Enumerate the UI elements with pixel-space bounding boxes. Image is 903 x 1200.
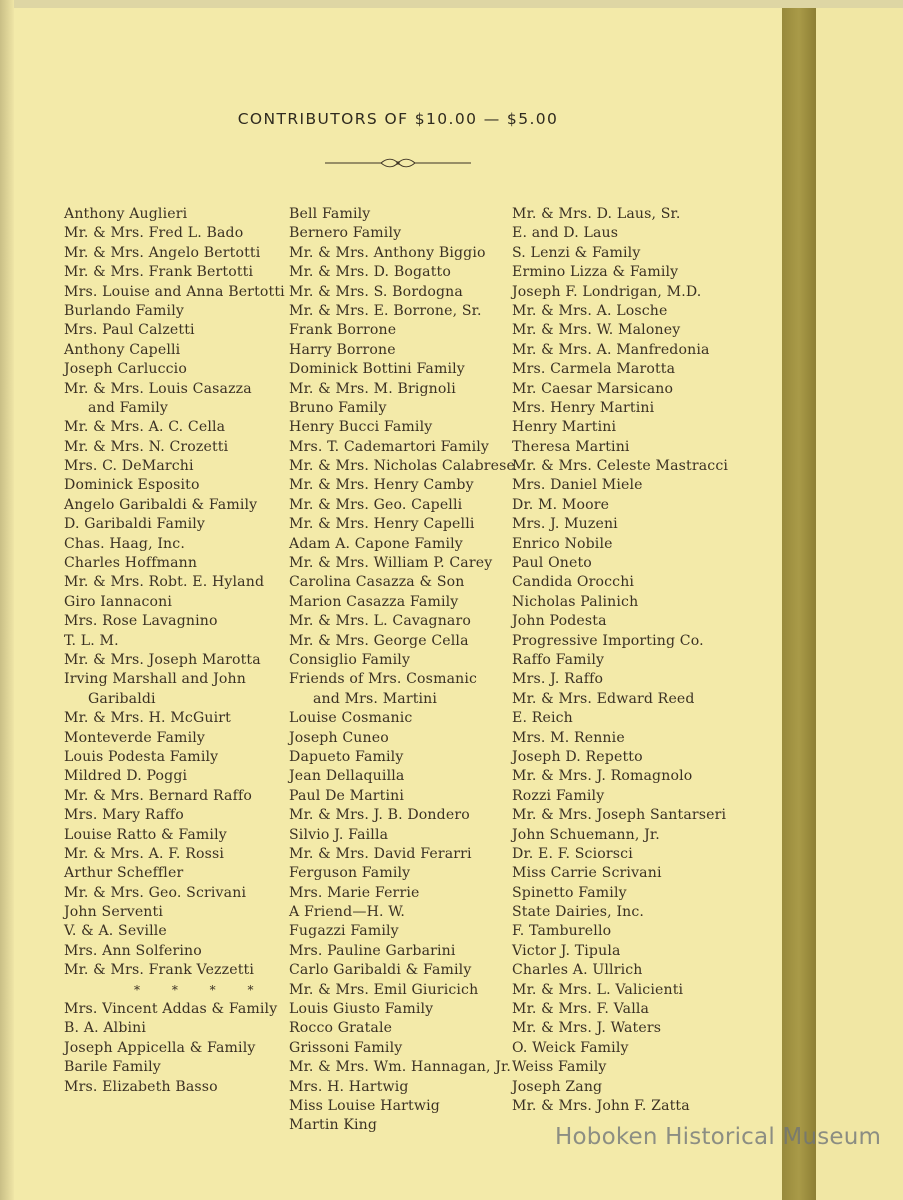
contributor-entry: John Serventi bbox=[64, 904, 164, 921]
contributor-entry: Friends of Mrs. Cosmanic bbox=[289, 671, 478, 688]
contributor-entry: Louis Giusto Family bbox=[289, 1001, 434, 1018]
contributor-entry: Mr. & Mrs. A. F. Rossi bbox=[64, 845, 225, 862]
contributor-entry: Victor J. Tipula bbox=[512, 942, 621, 959]
contributor-entry: John Podesta bbox=[512, 613, 607, 630]
contributor-entry: Monteverde Family bbox=[64, 729, 205, 746]
contributor-entry: Mr. & Mrs. D. Laus, Sr. bbox=[512, 206, 681, 222]
contributor-entry: Mrs. J. Raffo bbox=[512, 671, 604, 688]
contributor-entry: Mrs. C. DeMarchi bbox=[64, 458, 194, 475]
contributor-entry: Ferguson Family bbox=[289, 865, 411, 882]
contributor-entry: Dominick Bottini Family bbox=[289, 361, 465, 378]
contributor-entry: Mr. & Mrs. George Cella bbox=[289, 632, 469, 649]
contributor-entry: Mrs. H. Hartwig bbox=[289, 1078, 409, 1095]
contributor-entry: Mr. & Mrs. Robt. E. Hyland bbox=[64, 574, 265, 591]
right-margin bbox=[816, 8, 903, 1200]
contributor-entry: Barile Family bbox=[64, 1059, 161, 1076]
contributor-entry: Harry Borrone bbox=[289, 341, 396, 358]
contributor-entry: Mr. & Mrs. L. Cavagnaro bbox=[289, 613, 472, 630]
contributor-entry: Joseph F. Londrigan, M.D. bbox=[512, 283, 702, 300]
contributor-entry: Bernero Family bbox=[289, 225, 402, 242]
contributor-entry: Frank Borrone bbox=[289, 322, 397, 339]
contributor-entry: Mr. & Mrs. W. Maloney bbox=[512, 322, 681, 339]
contributor-entry: Louise Cosmanic bbox=[289, 710, 413, 727]
contributor-entry: John Schuemann, Jr. bbox=[512, 826, 660, 843]
contributor-entry: Bell Family bbox=[289, 206, 371, 222]
contributor-entry: Mrs. Vincent Addas & Family bbox=[64, 1001, 278, 1018]
contributor-entry: O. Weick Family bbox=[512, 1039, 629, 1056]
gold-binding-band bbox=[782, 8, 816, 1200]
contributor-entry: Mrs. Daniel Miele bbox=[512, 477, 643, 494]
contributor-entry: Mr. & Mrs. A. C. Cella bbox=[64, 419, 226, 436]
contributor-entry: Joseph Zang bbox=[512, 1078, 603, 1095]
contributor-entry: Mr. & Mrs. H. McGuirt bbox=[64, 710, 231, 727]
contributor-entry: Mrs. Carmela Marotta bbox=[512, 361, 676, 378]
contributor-entry: Mr. & Mrs. Fred L. Bado bbox=[64, 225, 244, 242]
contributor-entry: Giro Iannaconi bbox=[64, 593, 173, 610]
contributor-entry: Ermino Lizza & Family bbox=[512, 264, 679, 281]
contributor-entry: Mr. & Mrs. Nicholas Calabrese bbox=[289, 458, 516, 475]
contributor-entry: E. Reich bbox=[512, 710, 573, 727]
contributor-entry: Joseph Appicella & Family bbox=[64, 1039, 256, 1056]
contributor-entry: Mrs. Ann Solferino bbox=[64, 942, 202, 959]
contributor-entry: Mr. & Mrs. D. Bogatto bbox=[289, 264, 451, 281]
contributor-entry: Mr. & Mrs. Edward Reed bbox=[512, 690, 695, 707]
contributor-entry: Charles Hoffmann bbox=[64, 555, 198, 572]
contributor-entry: Miss Carrie Scrivani bbox=[512, 865, 662, 882]
contributor-entry: Mr. & Mrs. Wm. Hannagan, Jr. bbox=[289, 1059, 512, 1076]
contributor-entry: Mr. & Mrs. Geo. Capelli bbox=[289, 496, 463, 513]
contributor-entry: Dr. M. Moore bbox=[512, 496, 610, 513]
contributor-entry: Progressive Importing Co. bbox=[512, 632, 704, 649]
contributor-entry: Anthony Capelli bbox=[64, 341, 181, 358]
contributor-entry: Marion Casazza Family bbox=[289, 593, 459, 610]
contributor-entry: Raffo Family bbox=[512, 651, 605, 668]
contributor-entry: S. Lenzi & Family bbox=[512, 244, 641, 261]
contributor-entry: Mr. & Mrs. Joseph Santarseri bbox=[512, 807, 727, 824]
contributor-entry: Mrs. Marie Ferrie bbox=[289, 884, 420, 901]
contributor-entry: Mr. & Mrs. Geo. Scrivani bbox=[64, 884, 247, 901]
contributor-entry: Mr. & Mrs. J. B. Dondero bbox=[289, 807, 470, 824]
contributor-entry: Mrs. Rose Lavagnino bbox=[64, 613, 218, 630]
contributor-entry: Angelo Garibaldi & Family bbox=[64, 496, 258, 513]
page-top-edge bbox=[0, 0, 903, 8]
contributor-entry: Mr. & Mrs. L. Valicienti bbox=[512, 981, 684, 998]
contributor-entry: Candida Orocchi bbox=[512, 574, 635, 591]
contributor-entry: Garibaldi bbox=[88, 690, 156, 707]
contributor-entry: Mr. & Mrs. F. Valla bbox=[512, 1001, 650, 1018]
contributor-entry: Louise Ratto & Family bbox=[64, 826, 227, 843]
contributor-entry: Arthur Scheffler bbox=[64, 865, 184, 882]
contributor-entry: Mr. & Mrs. Bernard Raffo bbox=[64, 787, 252, 804]
section-separator: * * * * bbox=[134, 982, 268, 997]
contributor-entry: Mr. & Mrs. John F. Zatta bbox=[512, 1097, 690, 1114]
contributor-entry: Enrico Nobile bbox=[512, 535, 613, 552]
contributor-entry: Consiglio Family bbox=[289, 651, 411, 668]
contributor-entry: Mr. & Mrs. N. Crozetti bbox=[64, 438, 229, 455]
contributor-entry: Mrs. Henry Martini bbox=[512, 399, 655, 416]
contributor-entry: Mr. & Mrs. Angelo Bertotti bbox=[64, 244, 261, 261]
contributor-entry: B. A. Albini bbox=[64, 1020, 147, 1037]
contributor-entry: Mr. & Mrs. Louis Casazza bbox=[64, 380, 252, 397]
contributor-entry: Martin King bbox=[289, 1117, 378, 1134]
contributor-entry: Mrs. Pauline Garbarini bbox=[289, 942, 456, 959]
contributor-entry: A Friend—H. W. bbox=[289, 904, 406, 921]
contributor-entry: Grissoni Family bbox=[289, 1039, 403, 1056]
contributor-entry: Mrs. J. Muzeni bbox=[512, 516, 618, 533]
contributor-entry: T. L. M. bbox=[64, 632, 119, 649]
contributor-entry: Joseph D. Repetto bbox=[512, 748, 643, 765]
contributor-entry: Mildred D. Poggi bbox=[64, 768, 188, 785]
contributor-entry: Mr. & Mrs. Emil Giuricich bbox=[289, 981, 479, 998]
contributor-entry: Adam A. Capone Family bbox=[289, 535, 463, 552]
contributor-entry: and Family bbox=[88, 399, 169, 416]
contributor-entry: Rozzi Family bbox=[512, 787, 605, 804]
contributor-entry: Mr. & Mrs. S. Bordogna bbox=[289, 283, 463, 300]
contributor-entry: Dapueto Family bbox=[289, 748, 404, 765]
contributor-entry: Dr. E. F. Sciorsci bbox=[512, 845, 633, 862]
contributor-entry: Bruno Family bbox=[289, 399, 387, 416]
contributor-entry: Mrs. Elizabeth Basso bbox=[64, 1078, 218, 1095]
ornament-divider-icon bbox=[325, 156, 471, 170]
contributor-entry: Mrs. Paul Calzetti bbox=[64, 322, 195, 339]
page-heading: CONTRIBUTORS OF $10.00 — $5.00 bbox=[237, 110, 559, 128]
contributor-entry: Henry Martini bbox=[512, 419, 617, 436]
contributor-entry: Mr. & Mrs. David Ferarri bbox=[289, 845, 472, 862]
contributor-entry: Mrs. M. Rennie bbox=[512, 729, 625, 746]
contributor-entry: Fugazzi Family bbox=[289, 923, 399, 940]
contributors-column-3 bbox=[512, 205, 728, 1116]
museum-watermark: Hoboken Historical Museum bbox=[555, 1124, 882, 1150]
contributor-entry: E. and D. Laus bbox=[512, 225, 619, 242]
contributor-entry: Mr. & Mrs. Henry Capelli bbox=[289, 516, 475, 533]
contributor-entry: Rocco Gratale bbox=[289, 1020, 393, 1037]
contributor-entry: Carolina Casazza & Son bbox=[289, 574, 465, 591]
contributor-entry: Nicholas Palinich bbox=[512, 593, 639, 610]
contributor-entry: Weiss Family bbox=[512, 1059, 607, 1076]
contributor-entry: Mr. & Mrs. Henry Camby bbox=[289, 477, 474, 494]
contributor-entry: Joseph Carluccio bbox=[64, 361, 187, 378]
contributor-entry: Mr. & Mrs. Anthony Biggio bbox=[289, 244, 486, 261]
contributor-entry: Mr. & Mrs. A. Losche bbox=[512, 302, 668, 319]
contributor-entry: Chas. Haag, Inc. bbox=[64, 535, 185, 552]
contributors-column-1 bbox=[64, 205, 285, 1097]
contributor-entry: Charles A. Ullrich bbox=[512, 962, 643, 979]
contributor-entry: Louis Podesta Family bbox=[64, 748, 219, 765]
contributor-entry: Paul De Martini bbox=[289, 787, 405, 804]
contributor-entry: and Mrs. Martini bbox=[313, 690, 438, 707]
contributor-entry: Irving Marshall and John bbox=[64, 671, 247, 688]
contributor-entry: Jean Dellaquilla bbox=[289, 768, 405, 785]
contributor-entry: Mr. & Mrs. J. Romagnolo bbox=[512, 768, 693, 785]
contributor-entry: F. Tamburello bbox=[512, 923, 612, 940]
contributor-entry: Dominick Esposito bbox=[64, 477, 200, 494]
contributor-entry: Mrs. Louise and Anna Bertotti bbox=[64, 283, 285, 300]
contributor-entry: State Dairies, Inc. bbox=[512, 904, 645, 921]
contributor-entry: V. & A. Seville bbox=[64, 923, 167, 940]
contributor-entry: Mr. & Mrs. E. Borrone, Sr. bbox=[289, 302, 482, 319]
contributor-entry: Spinetto Family bbox=[512, 884, 627, 901]
contributor-entry: Anthony Auglieri bbox=[64, 206, 188, 222]
contributor-entry: Theresa Martini bbox=[512, 438, 630, 455]
contributor-entry: D. Garibaldi Family bbox=[64, 516, 206, 533]
contributor-entry: Joseph Cuneo bbox=[289, 729, 389, 746]
contributor-entry: Mr. & Mrs. Frank Vezzetti bbox=[64, 962, 254, 979]
contributor-entry: Mr. & Mrs. Frank Bertotti bbox=[64, 264, 254, 281]
contributor-entry: Miss Louise Hartwig bbox=[289, 1097, 440, 1114]
contributor-entry: Mr. & Mrs. William P. Carey bbox=[289, 555, 493, 572]
contributor-entry: Mr. & Mrs. J. Waters bbox=[512, 1020, 662, 1037]
contributor-entry: Carlo Garibaldi & Family bbox=[289, 962, 472, 979]
page-left-edge bbox=[0, 0, 14, 1200]
contributor-entry: Paul Oneto bbox=[512, 555, 592, 572]
contributor-entry: Burlando Family bbox=[64, 302, 184, 319]
contributor-entry: Mr. & Mrs. A. Manfredonia bbox=[512, 341, 710, 358]
contributor-entry: Mr. & Mrs. M. Brignoli bbox=[289, 380, 456, 397]
contributors-column-2 bbox=[289, 205, 515, 1136]
contributor-entry: Silvio J. Failla bbox=[289, 826, 389, 843]
contributor-entry: Henry Bucci Family bbox=[289, 419, 433, 436]
contributor-entry: Mrs. T. Cademartori Family bbox=[289, 438, 490, 455]
contributor-entry: Mr. & Mrs. Celeste Mastracci bbox=[512, 458, 729, 475]
contributor-entry: Mrs. Mary Raffo bbox=[64, 807, 184, 824]
contributor-entry: Mr. Caesar Marsicano bbox=[512, 380, 674, 397]
contributor-entry: Mr. & Mrs. Joseph Marotta bbox=[64, 651, 261, 668]
